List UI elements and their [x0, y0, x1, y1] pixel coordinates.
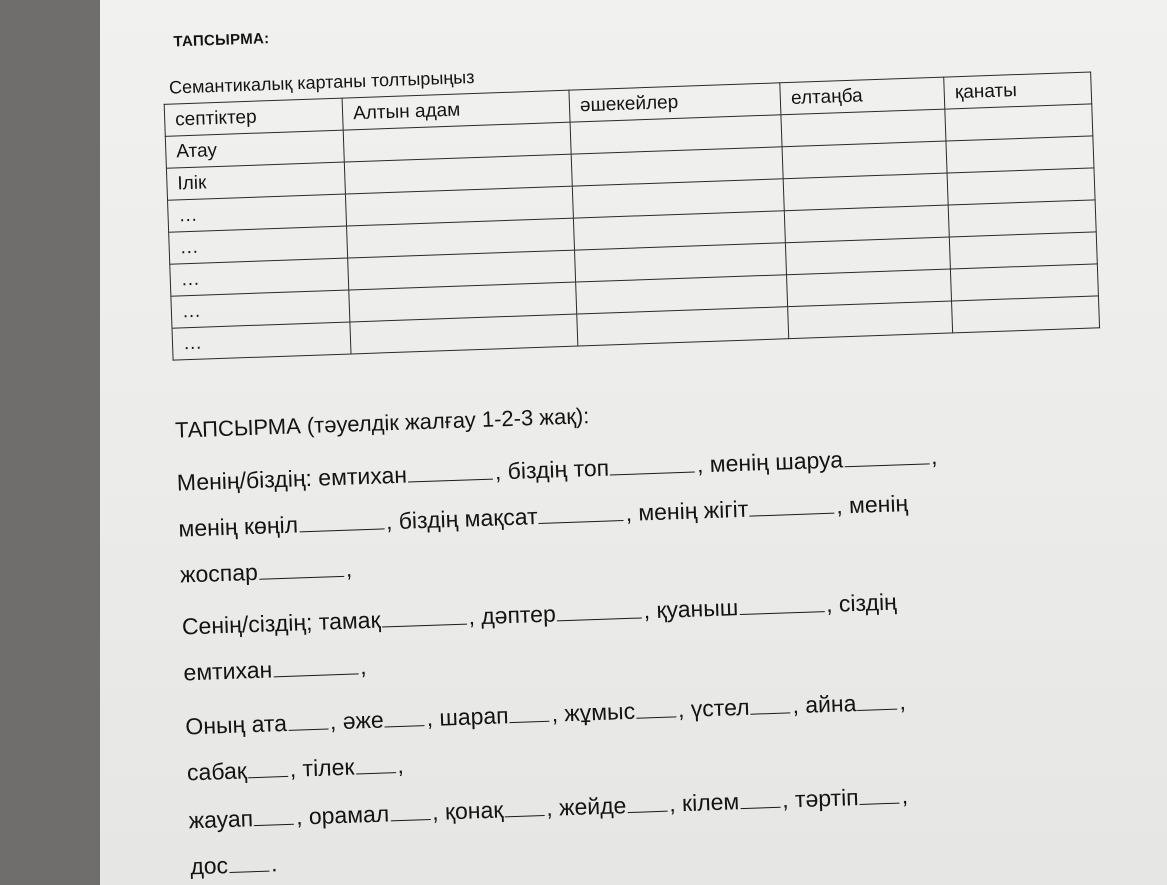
word: менің көңіл	[178, 511, 299, 542]
word: , жұмыс	[551, 697, 636, 727]
exercise-line	[188, 782, 908, 834]
word: , менің	[835, 490, 909, 519]
answer-blank[interactable]	[299, 527, 384, 532]
word: ,	[898, 688, 907, 715]
answer-blank[interactable]	[288, 727, 328, 730]
word: , кілем	[668, 788, 740, 817]
answer-blank[interactable]	[539, 519, 624, 524]
exercise-line	[178, 490, 909, 542]
word: , қонақ	[431, 796, 504, 825]
answer-blank[interactable]	[385, 724, 425, 727]
word: ,	[930, 443, 938, 470]
word: сабақ	[186, 757, 248, 786]
header-cell: елтаңба	[780, 77, 945, 115]
word: , тілек	[289, 753, 355, 782]
empty-cell[interactable]	[350, 314, 578, 354]
word: .	[270, 850, 278, 877]
word: , менің жігіт	[625, 495, 749, 526]
word: , орамал	[295, 800, 390, 830]
row-label: …	[172, 322, 351, 360]
worksheet-paper	[100, 0, 1167, 885]
word: , айна	[792, 690, 857, 719]
word: , менің шаруа	[696, 446, 844, 478]
task2-title: ТАПСЫРМА (тәуелдік жалғау 1-2-3 жақ):	[174, 403, 590, 443]
answer-blank[interactable]	[627, 810, 667, 813]
word: ,	[345, 555, 353, 582]
answer-blank[interactable]	[557, 616, 642, 621]
word: , жейде	[545, 792, 627, 821]
word: , біздің мақсат	[385, 503, 539, 535]
answer-blank[interactable]	[860, 802, 900, 805]
word: , біздің топ	[494, 454, 610, 485]
empty-cell[interactable]	[952, 296, 1100, 333]
word: дос	[189, 852, 229, 880]
answer-blank[interactable]	[229, 870, 269, 873]
answer-blank[interactable]	[254, 823, 294, 826]
task-title: ТАПСЫРМА:	[173, 30, 270, 51]
header-cell: септіктер	[164, 98, 343, 136]
word: ,	[359, 653, 367, 680]
answer-blank[interactable]	[248, 775, 288, 778]
answer-blank[interactable]	[610, 471, 695, 476]
empty-cell[interactable]	[945, 104, 1093, 141]
answer-blank[interactable]	[390, 818, 430, 821]
exercise-line	[176, 443, 937, 497]
exercise-line	[181, 589, 897, 641]
answer-blank[interactable]	[408, 478, 493, 483]
word: , қуаныш	[643, 594, 739, 624]
word: Оның ата	[184, 709, 288, 740]
row-label: …	[171, 290, 350, 328]
answer-blank[interactable]	[510, 720, 550, 723]
answer-blank[interactable]	[259, 575, 344, 580]
empty-cell[interactable]	[951, 264, 1099, 301]
table-instruction: Семантикалық картаны толтырыңыз	[168, 66, 475, 98]
semantic-map-table	[164, 71, 1100, 360]
word: , тәртіп	[781, 784, 860, 813]
answer-blank[interactable]	[740, 806, 780, 809]
empty-cell[interactable]	[947, 168, 1095, 205]
exercise-line	[190, 850, 278, 880]
answer-blank[interactable]	[751, 711, 791, 714]
exercise-line	[183, 653, 367, 686]
answer-blank[interactable]	[858, 708, 898, 711]
word: , үстел	[677, 693, 750, 723]
word: ,	[901, 782, 909, 809]
word: , әже	[329, 706, 385, 735]
answer-blank[interactable]	[356, 771, 396, 774]
word: , дәптер	[467, 600, 557, 630]
word: емтихан	[183, 656, 273, 686]
row-label: Атау	[165, 130, 344, 168]
exercise-line	[185, 688, 906, 740]
answer-blank[interactable]	[739, 610, 824, 615]
empty-cell[interactable]	[946, 136, 1094, 173]
row-label: …	[169, 226, 348, 264]
row-label: …	[168, 194, 347, 232]
word: жоспар	[179, 558, 259, 588]
exercise-line	[187, 752, 405, 787]
word: жауап	[188, 805, 254, 834]
word: , шарап	[426, 702, 510, 732]
empty-cell[interactable]	[949, 232, 1097, 269]
answer-blank[interactable]	[505, 814, 545, 817]
word: ,	[396, 751, 405, 779]
header-cell: Алтын адам	[342, 90, 570, 130]
word: Менің/біздің: емтихан	[176, 461, 408, 496]
answer-blank[interactable]	[636, 715, 676, 718]
exercise-line	[180, 556, 353, 589]
answer-blank[interactable]	[844, 462, 929, 467]
answer-blank[interactable]	[749, 512, 834, 517]
row-label: Ілік	[166, 162, 345, 200]
word: , сіздің	[825, 588, 898, 618]
empty-cell[interactable]	[948, 200, 1096, 237]
answer-blank[interactable]	[273, 672, 358, 677]
row-label: …	[170, 258, 349, 296]
empty-cell[interactable]	[788, 301, 953, 339]
header-cell: әшекейлер	[569, 83, 781, 122]
empty-cell[interactable]	[577, 307, 789, 346]
word: Сенің/сіздің; тамақ	[181, 606, 381, 640]
header-cell: қанаты	[944, 72, 1092, 109]
answer-blank[interactable]	[382, 623, 467, 628]
